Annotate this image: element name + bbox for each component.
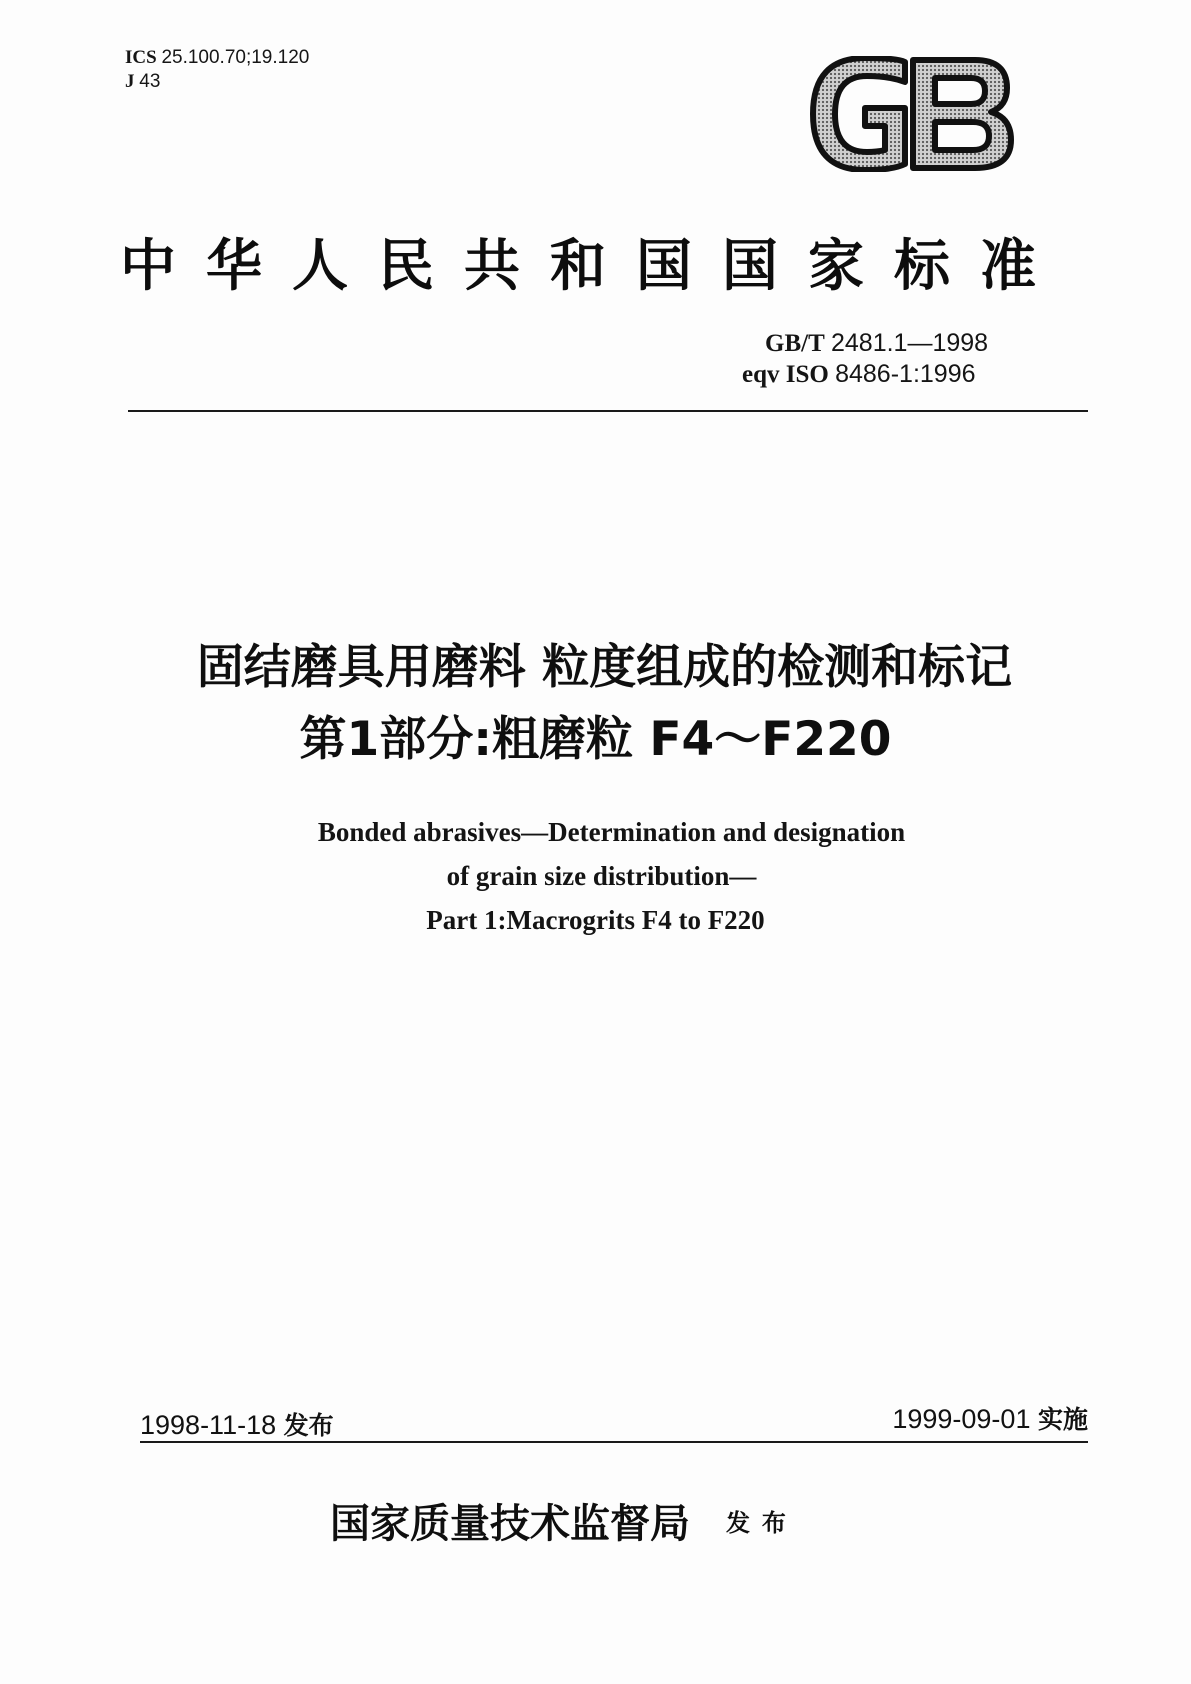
english-title [0, 810, 1191, 942]
issued-date [140, 1406, 334, 1442]
ics-label: ICS [125, 47, 157, 68]
eqv-code-label: eqv ISO [742, 361, 829, 388]
ics-value: 25.100.70;19.120 [161, 47, 310, 68]
implemented-date [892, 1400, 1088, 1436]
gb-code-label: GB/T [765, 330, 825, 357]
standard-codes [742, 328, 989, 390]
gb-code-value: 2481.1—1998 [831, 329, 989, 357]
chinese-title [0, 632, 1191, 776]
implemented-date-value: 1999-09-01 [892, 1404, 1031, 1434]
implemented-label: 实施 [1037, 1405, 1088, 1434]
issued-date-value: 1998-11-18 [140, 1410, 277, 1440]
eqv-code-value: 8486-1:1996 [835, 360, 976, 388]
gb-code-line [765, 328, 988, 359]
english-title-line-2: of grain size distribution— [446, 861, 757, 891]
classification-codes [125, 46, 309, 94]
ics-line [125, 46, 309, 70]
dates-row [140, 1400, 1088, 1440]
ccs-value: 43 [139, 71, 161, 92]
english-title-line-1: Bonded abrasives—Determination and designation [317, 817, 906, 847]
issued-label: 发布 [283, 1411, 334, 1440]
national-standard-heading: 中华人民共和国国家标准 [120, 233, 1066, 299]
publisher-action: 发布 [725, 1509, 798, 1537]
ccs-line [125, 70, 309, 94]
eqv-code-line [742, 359, 988, 390]
footer-divider [140, 1441, 1088, 1443]
publisher-line [330, 1492, 798, 1549]
gb-logo [805, 56, 1015, 172]
publisher-name: 国家质量技术监督局 [330, 1500, 690, 1547]
english-title-line-3: Part 1:Macrogrits F4 to F220 [426, 905, 765, 935]
chinese-title-line-2: 第1部分:粗磨粒 F4～F220 [299, 712, 892, 767]
header-divider [128, 410, 1088, 412]
chinese-title-line-1: 固结磨具用磨料 粒度组成的检测和标记 [196, 640, 1013, 695]
ccs-label: J [125, 71, 135, 92]
